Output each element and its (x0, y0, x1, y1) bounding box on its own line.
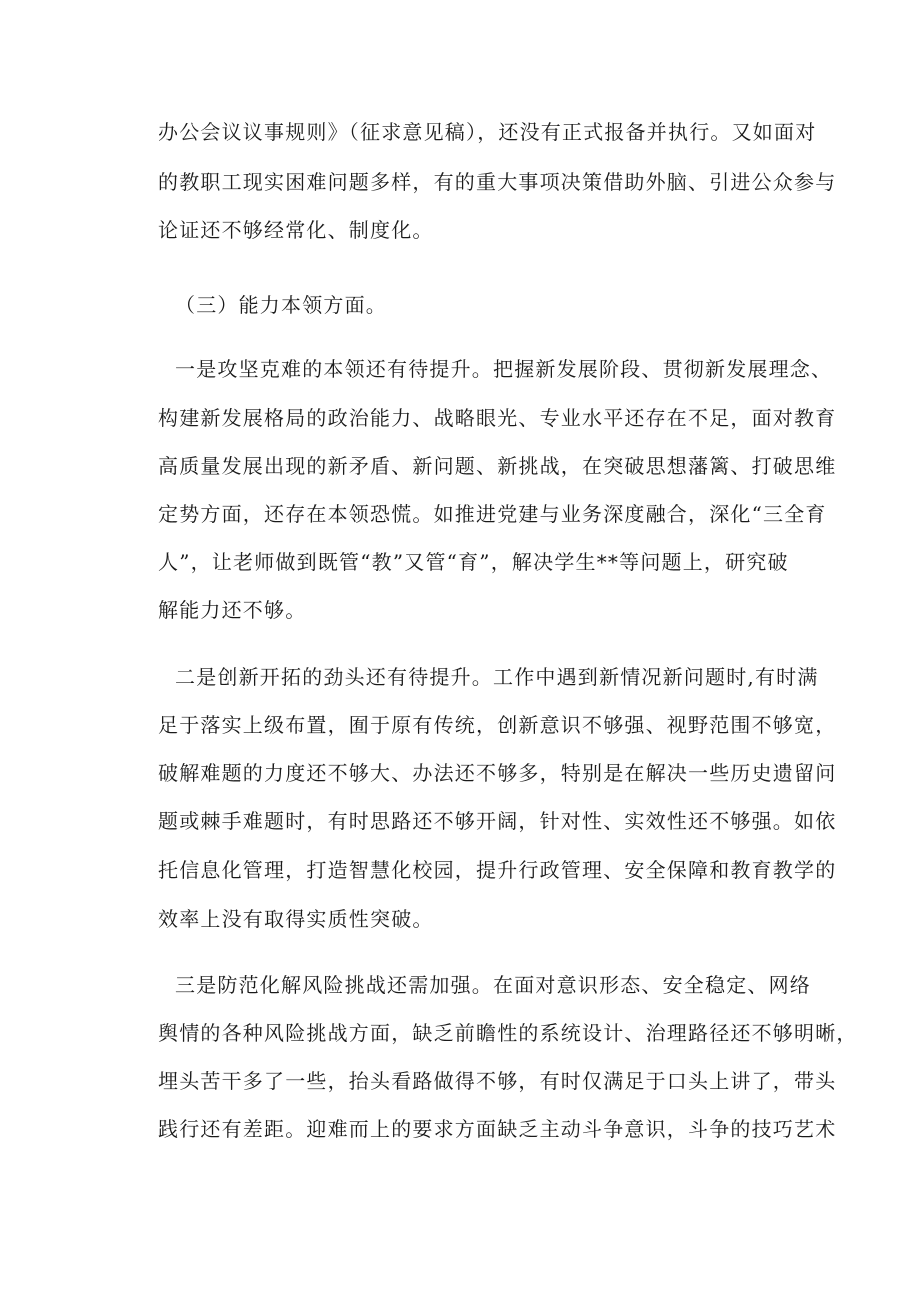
text-line: 高质量发展出现的新矛盾、新问题、新挑战，在突破思想藩篱、打破思维 (158, 454, 837, 478)
text-line: 人”，让老师做到既管“教”又管“育”，解决学生**等问题上，研究破 (158, 550, 789, 574)
text-line: 托信息化管理，打造智慧化校园，提升行政管理、安全保障和教育教学的 (158, 858, 837, 882)
text-line: 埋头苦干多了一些，抬头看路做得不够，有时仅满足于口头上讲了，带头 (158, 1069, 837, 1093)
text-line: 三是防范化解风险挑战还需加强。在面对意识形态、安全稳定、网络 (175, 973, 811, 997)
text-line: 舆情的各种风险挑战方面，缺乏前瞻性的系统设计、治理路径还不够明晰， (158, 1021, 858, 1045)
section-heading: （三）能力本领方面。 (175, 293, 387, 317)
text-line: 足于落实上级布置，囿于原有传统，创新意识不够强、视野范围不够宽， (158, 713, 837, 737)
text-line: 效率上没有取得实质性突破。 (158, 907, 434, 931)
text-line: 题或棘手难题时，有时思路还不够开阔，针对性、实效性还不够强。如依 (158, 809, 837, 833)
text-line: 办公会议议事规则》（征求意见稿），还没有正式报备并执行。又如面对 (158, 120, 817, 144)
text-line: 一是攻坚克难的本领还有待提升。把握新发展阶段、贯彻新发展理念、 (175, 357, 833, 381)
text-line: 二是创新开拓的劲头还有待提升。工作中遇到新情况新问题时,有时满 (175, 665, 819, 689)
text-line: 解能力还不够。 (158, 598, 307, 622)
text-line: 构建新发展格局的政治能力、战略眼光、专业水平还存在不足，面对教育 (158, 406, 837, 430)
text-line: 的教职工现实困难问题多样，有的重大事项决策借助外脑、引进公众参与 (158, 170, 837, 194)
text-line: 践行还有差距。迎难而上的要求方面缺乏主动斗争意识，斗争的技巧艺术 (158, 1117, 837, 1141)
text-line: 论证还不够经常化、制度化。 (158, 218, 434, 242)
text-line: 破解难题的力度还不够大、办法还不够多，特别是在解决一些历史遗留问 (158, 761, 837, 785)
text-line: 定势方面，还存在本领恐慌。如推进党建与业务深度融合，深化“三全育 (158, 502, 827, 526)
